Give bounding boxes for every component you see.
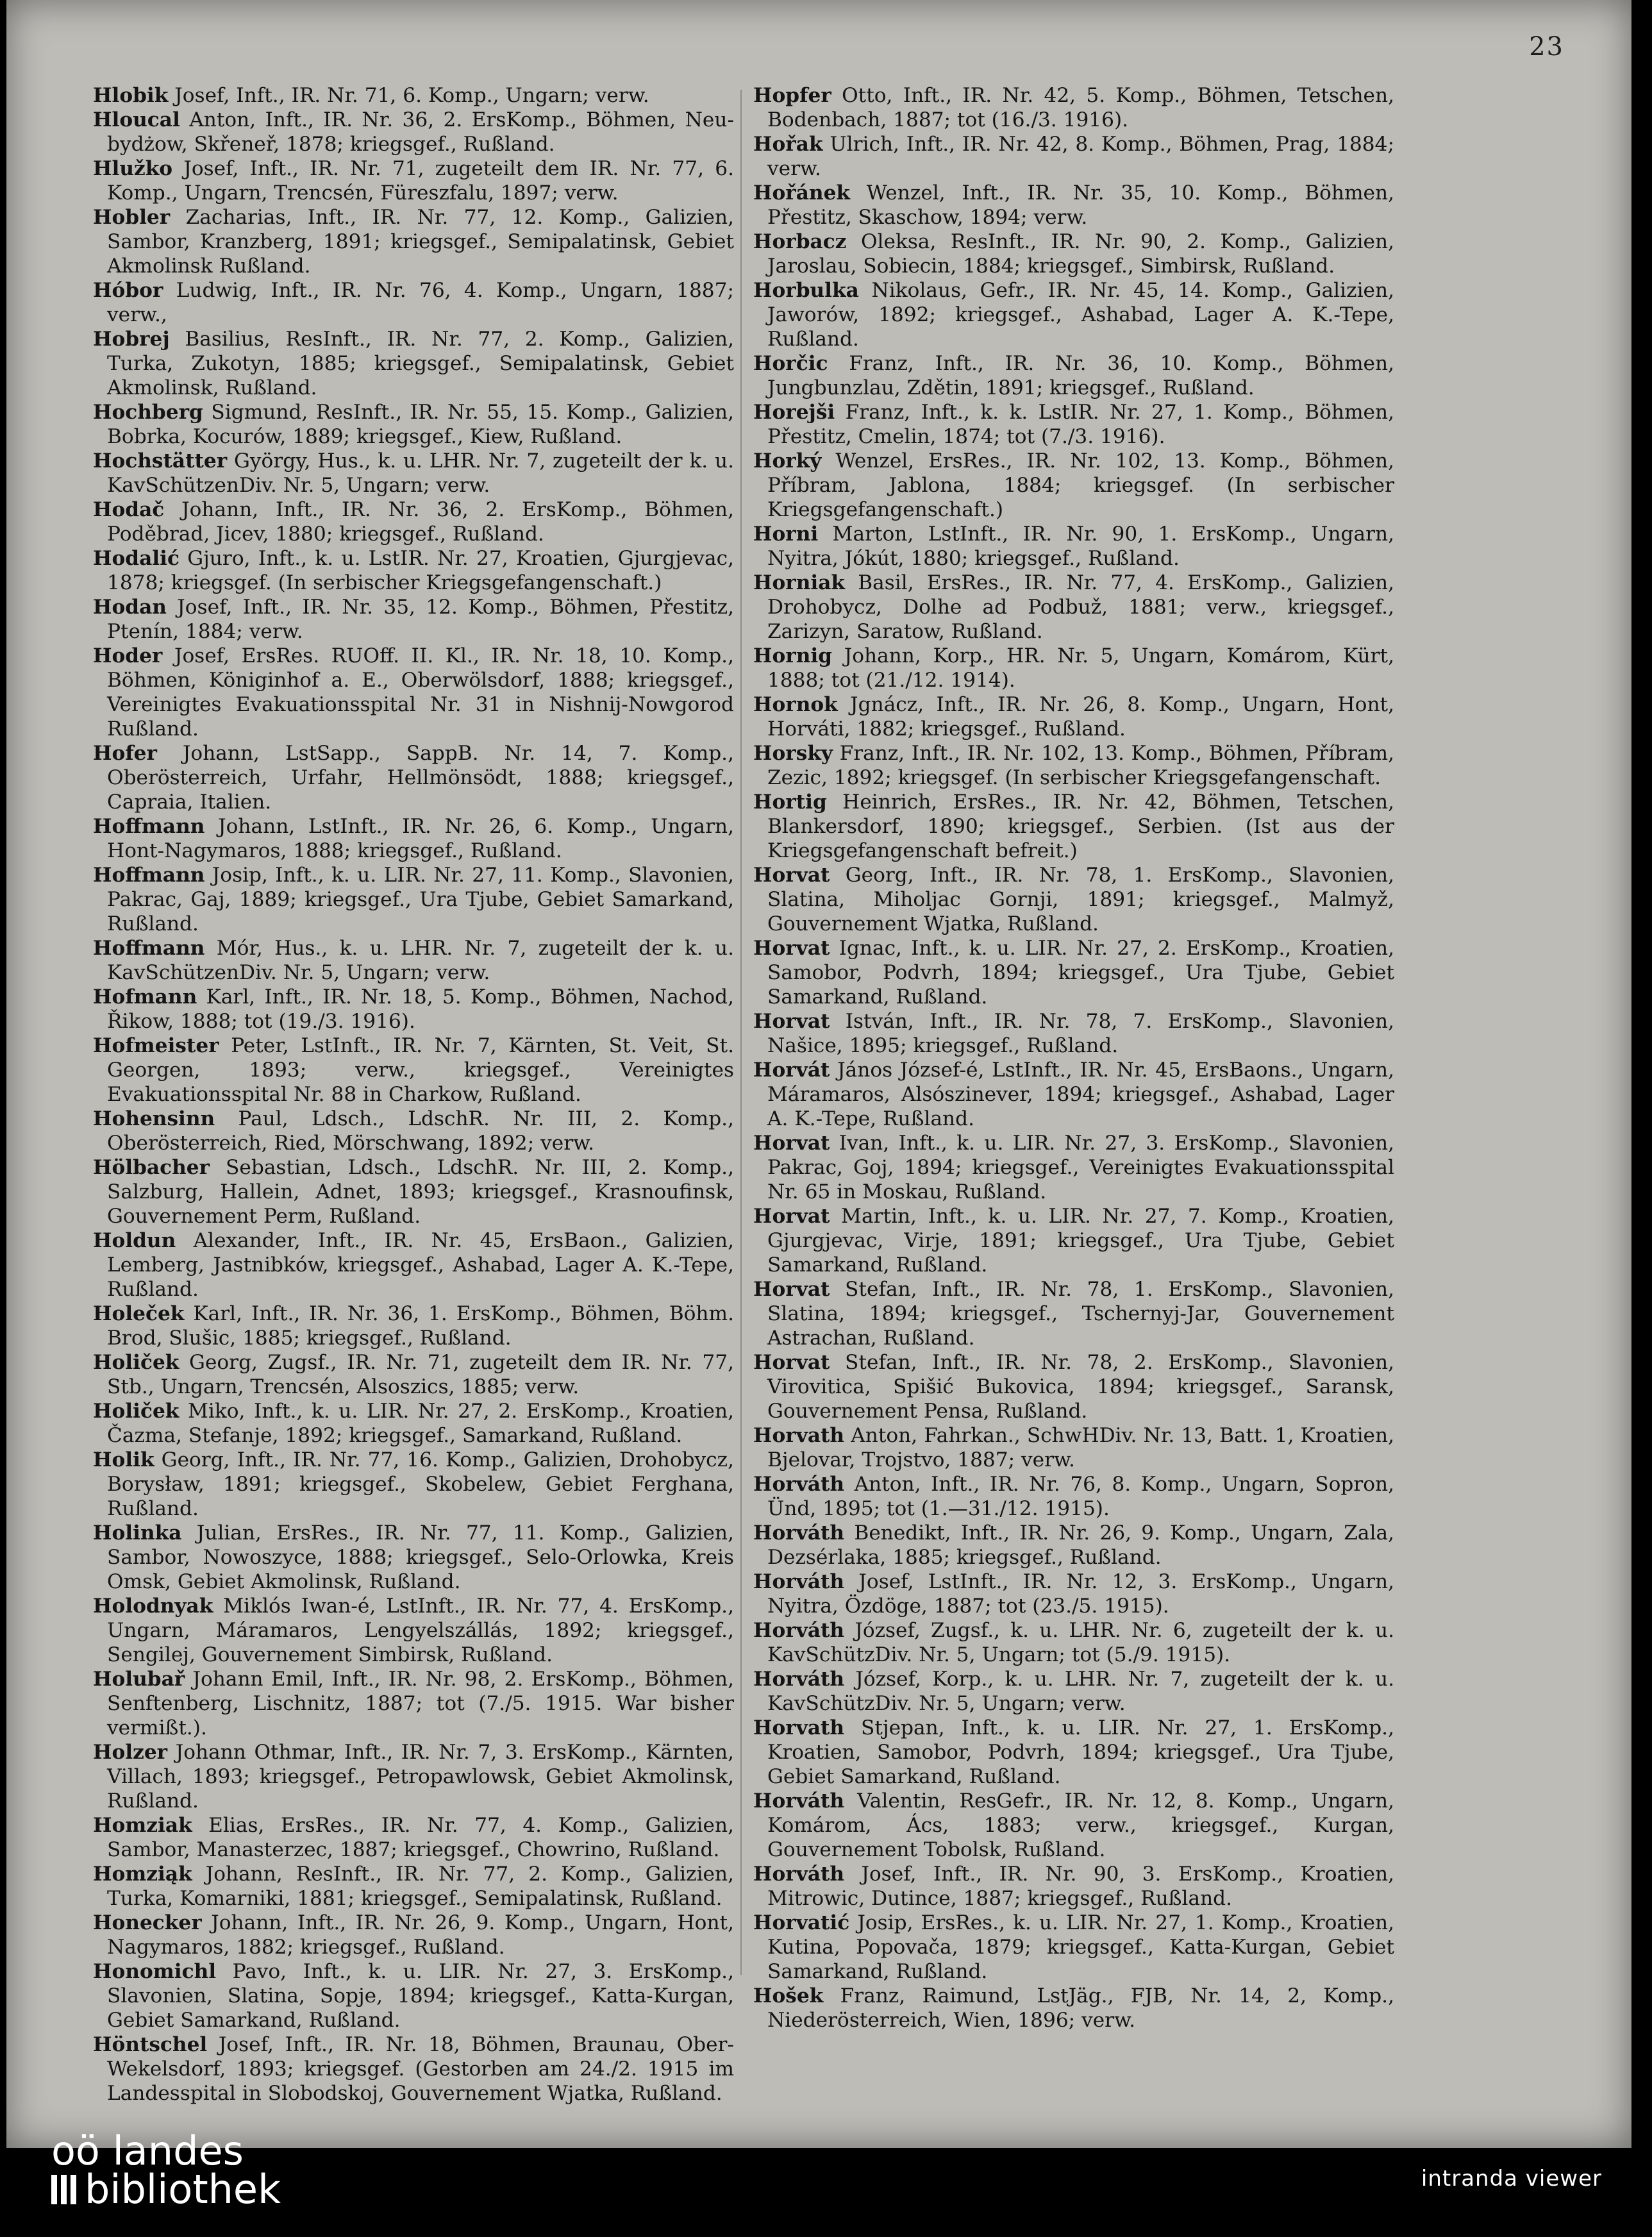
entry-surname: Holodnyak — [93, 1595, 213, 1618]
entry-surname: Horvat — [753, 1351, 830, 1374]
entry-details: Johann, ResInft., IR. Nr. 77, 2. Komp., Galizien, Turka, Komarniki, 1881; kriegsgef., Semipalatinsk, Rußland. — [107, 1863, 734, 1910]
entry-details: Johann Emil, Inft., IR. Nr. 98, 2. ErsKomp., Böhmen, Senftenberg, Lischnitz, 1887; tot (7./5. 1915. War bisher vermißt.). — [107, 1668, 734, 1739]
entry-details: Johann, LstInft., IR. Nr. 26, 6. Komp., Ungarn, Hont-Nagymaros, 1888; kriegsgef., Rußland. — [107, 815, 734, 862]
entry-details: Heinrich, ErsRes., IR. Nr. 42, Böhmen, Tetschen, Blankersdorf, 1890; kriegsgef., Serbien. (Ist aus der Kriegsgefangenschaft befreit.) — [767, 791, 1394, 862]
register-entry — [93, 278, 734, 327]
register-entry — [93, 741, 734, 814]
register-entry — [753, 1570, 1394, 1618]
entry-details: Georg, Inft., IR. Nr. 77, 16. Komp., Galizien, Drohobycz, Borysław, 1891; kriegsgef., Skobelew, Gebiet Ferghana, Rußland. — [107, 1448, 734, 1520]
entry-surname: Horvat — [753, 1010, 830, 1033]
entry-surname: Hořak — [753, 133, 823, 156]
entry-surname: Horčic — [753, 352, 828, 375]
entry-surname: Horváth — [753, 1619, 845, 1642]
register-entry — [753, 449, 1394, 522]
entry-surname: Horváth — [753, 1863, 845, 1886]
entry-details: Georg, Inft., IR. Nr. 78, 1. ErsKomp., Slavonien, Slatina, Miholjac Gornji, 1891; kriegsgef., Malmyž, Gouvernement Wjatka, Rußland. — [767, 864, 1394, 935]
entry-surname: Horvat — [753, 1132, 830, 1155]
register-entry — [753, 230, 1394, 278]
entry-surname: Hodan — [93, 596, 167, 619]
entry-details: Basilius, ResInft., IR. Nr. 77, 2. Komp., Galizien, Turka, Zukotyn, 1885; kriegsgef., Semipalatinsk, Gebiet Akmolinsk, Rußland. — [107, 328, 734, 399]
entry-surname: Holik — [93, 1448, 154, 1471]
entry-surname: Horvat — [753, 937, 830, 960]
entry-details: Oleksa, ResInft., IR. Nr. 90, 2. Komp., Galizien, Jaroslau, Sobiecin, 1884; kriegsgef., Simbirsk, Rußland. — [767, 230, 1394, 278]
entry-surname: Hoder — [93, 644, 163, 667]
right-column — [753, 83, 1394, 2032]
register-entry — [93, 1399, 734, 1448]
entry-details: Wenzel, ErsRes., IR. Nr. 102, 13. Komp., Böhmen, Příbram, Jablona, 1884; kriegsgef. (In serbischer Kriegsgefangenschaft.) — [767, 449, 1394, 521]
entry-details: Ulrich, Inft., IR. Nr. 42, 8. Komp., Böhmen, Prag, 1884; verw. — [767, 133, 1394, 180]
entry-details: Johann Othmar, Inft., IR. Nr. 7, 3. ErsKomp., Kärnten, Villach, 1893; kriegsgef., Petropawlowsk, Gebiet Akmolinsk, Rußland. — [107, 1741, 734, 1813]
register-entry — [753, 644, 1394, 692]
register-entry — [93, 498, 734, 546]
entry-details: Franz, Inft., IR. Nr. 102, 13. Komp., Böhmen, Příbram, Zezic, 1892; kriegsgef. (In serbischer Kriegsgefangenschaft. — [767, 742, 1394, 789]
entry-surname: Horvath — [753, 1716, 845, 1739]
entry-surname: Hořánek — [753, 181, 851, 205]
entry-details: Karl, Inft., IR. Nr. 18, 5. Komp., Böhmen, Nachod, Řikow, 1888; tot (19./3. 1916). — [107, 985, 734, 1033]
entry-surname: Hoffmann — [93, 937, 205, 960]
register-entry — [753, 351, 1394, 400]
register-entry — [753, 1009, 1394, 1058]
page-number: 23 — [1529, 32, 1564, 62]
register-entry — [93, 327, 734, 400]
register-entry — [753, 522, 1394, 571]
register-entry — [93, 936, 734, 985]
entry-surname: Hofer — [93, 742, 157, 765]
register-entry — [753, 1984, 1394, 2032]
entry-surname: Hodač — [93, 498, 165, 521]
register-entry — [753, 1472, 1394, 1521]
register-entry — [93, 1594, 734, 1667]
register-entry — [753, 1350, 1394, 1423]
scanned-page — [6, 0, 1631, 2148]
register-entry — [753, 400, 1394, 449]
entry-surname: Hofmann — [93, 985, 197, 1009]
register-entry — [753, 790, 1394, 863]
entry-details: István, Inft., IR. Nr. 78, 7. ErsKomp., Slavonien, Našice, 1895; kriegsgef., Rußland. — [767, 1010, 1394, 1057]
entry-surname: Horváth — [753, 1668, 845, 1691]
entry-details: Zacharias, Inft., IR. Nr. 77, 12. Komp., Galizien, Sambor, Kranzberg, 1891; kriegsgef., Semipalatinsk, Gebiet Akmolinsk Rußland. — [107, 206, 734, 278]
register-entry — [93, 1911, 734, 1959]
register-entry — [93, 1302, 734, 1350]
entry-details: Elias, ErsRes., IR. Nr. 77, 4. Komp., Galizien, Sambor, Manasterzec, 1887; kriegsgef., Chowrino, Rußland. — [107, 1814, 734, 1861]
entry-surname: Horváth — [753, 1521, 845, 1545]
register-entry — [93, 156, 734, 205]
entry-surname: Horniak — [753, 571, 846, 594]
entry-details: Miklós Iwan-é, LstInft., IR. Nr. 77, 4. ErsKomp., Ungarn, Máramaros, Lengyelszállás, 1892; kriegsgef., Sengilej, Gouvernement Simbirsk, Rußland. — [107, 1595, 734, 1666]
entry-surname: Holzer — [93, 1741, 168, 1764]
register-entry — [93, 2032, 734, 2106]
register-entry — [753, 571, 1394, 644]
register-entry — [93, 1740, 734, 1813]
entry-details: Franz, Inft., IR. Nr. 36, 10. Komp., Böhmen, Jungbunzlau, Zdětin, 1891; kriegsgef., Rußland. — [767, 352, 1394, 399]
logo-line-1: oö landes — [51, 2127, 244, 2174]
entry-details: Josef, Inft., IR. Nr. 71, zugeteilt dem IR. Nr. 77, 6. Komp., Ungarn, Trencsén, Füreszfalu, 1897; verw. — [107, 157, 734, 205]
entry-surname: Horváth — [753, 1789, 845, 1813]
logo-bars-icon — [51, 2175, 78, 2204]
entry-surname: Honomichl — [93, 1960, 217, 1983]
entry-details: Martin, Inft., k. u. LIR. Nr. 27, 7. Komp., Kroatien, Gjurgjevac, Virje, 1891; kriegsgef., Ura Tjube, Gebiet Samarkand, Rußland. — [767, 1205, 1394, 1277]
entry-details: Josef, Inft., IR. Nr. 71, 6. Komp., Ungarn; verw. — [168, 84, 649, 107]
entry-details: Sigmund, ResInft., IR. Nr. 55, 15. Komp., Galizien, Bobrka, Kocurów, 1889; kriegsgef., Kiew, Rußland. — [107, 401, 734, 448]
entry-surname: Hofmeister — [93, 1034, 219, 1057]
register-entry — [753, 1862, 1394, 1911]
entry-details: Josef, Inft., IR. Nr. 18, Böhmen, Braunau, Ober-Wekelsdorf, 1893; kriegsgef. (Gestorben am 24./2. 1915 im Landesspital in Slobodskoj, Gouvernement Wjatka, Rußland. — [107, 2033, 734, 2105]
entry-details: Gjuro, Inft., k. u. LstIR. Nr. 27, Kroatien, Gjurgjevac, 1878; kriegsgef. (In serbischer Kriegsgefangenschaft.) — [107, 547, 734, 594]
entry-surname: Horvath — [753, 1424, 845, 1447]
left-column — [93, 83, 734, 2106]
entry-surname: Hlužko — [93, 157, 173, 180]
entry-details: Anton, Inft., IR. Nr. 76, 8. Komp., Ungarn, Sopron, Ünd, 1895; tot (1.—31./12. 1915). — [767, 1473, 1394, 1520]
entry-details: György, Hus., k. u. LHR. Nr. 7, zugeteilt der k. u. KavSchützenDiv. Nr. 5, Ungarn; verw. — [107, 449, 734, 497]
library-logo — [51, 2127, 281, 2213]
entry-details: Anton, Fahrkan., SchwHDiv. Nr. 13, Batt. 1, Kroatien, Bjelovar, Trojstvo, 1887; verw. — [767, 1424, 1394, 1471]
register-entry — [753, 936, 1394, 1009]
entry-surname: Holeček — [93, 1302, 185, 1325]
register-entry — [753, 1521, 1394, 1570]
entry-details: Alexander, Inft., IR. Nr. 45, ErsBaon., Galizien, Lemberg, Jastnibków, kriegsgef., Ashabad, Lager A. K.-Tepe, Rußland. — [107, 1229, 734, 1301]
entry-surname: Honecker — [93, 1911, 202, 1934]
entry-surname: Hochstätter — [93, 449, 228, 473]
entry-details: Franz, Inft., k. k. LstIR. Nr. 27, 1. Komp., Böhmen, Přestitz, Cmelin, 1874; tot (7./3. 1916). — [767, 401, 1394, 448]
register-entry — [93, 863, 734, 936]
entry-details: Julian, ErsRes., IR. Nr. 77, 11. Komp., Galizien, Sambor, Nowoszyce, 1888; kriegsgef., Selo-Orlowka, Kreis Omsk, Gebiet Akmolinsk, Rußland. — [107, 1521, 734, 1593]
register-entry — [753, 1204, 1394, 1277]
entry-surname: Holiček — [93, 1400, 179, 1423]
entry-surname: Horváth — [753, 1570, 845, 1593]
entry-surname: Hornig — [753, 644, 833, 667]
entry-surname: Horvát — [753, 1059, 830, 1082]
entry-surname: Hoffmann — [93, 815, 205, 838]
entry-details: Josef, Inft., IR. Nr. 35, 12. Komp., Böhmen, Přestitz, Ptenín, 1884; verw. — [107, 596, 734, 643]
entry-details: Stefan, Inft., IR. Nr. 78, 1. ErsKomp., Slavonien, Slatina, 1894; kriegsgef., Tschernyj-Jar, Gouvernement Astrachan, Rußland. — [767, 1278, 1394, 1350]
register-entry — [93, 1862, 734, 1911]
entry-details: Basil, ErsRes., IR. Nr. 77, 4. ErsKomp., Galizien, Drohobycz, Dolhe ad Podbuž, 1881; verw., kriegsgef., Zarizyn, Saratow, Rußland. — [767, 571, 1394, 643]
register-entry — [93, 1034, 734, 1107]
entry-details: Josip, ErsRes., k. u. LIR. Nr. 27, 1. Komp., Kroatien, Kutina, Popovača, 1879; kriegsgef., Katta-Kurgan, Gebiet Samarkand, Rußland. — [767, 1911, 1394, 1983]
register-entry — [93, 1448, 734, 1521]
register-entry — [93, 1350, 734, 1399]
entry-details: Johann, Korp., HR. Nr. 5, Ungarn, Komárom, Kürt, 1888; tot (21./12. 1914). — [767, 644, 1394, 692]
register-entry — [753, 1618, 1394, 1667]
register-entry — [753, 278, 1394, 351]
register-entry — [93, 400, 734, 449]
register-entry — [753, 1131, 1394, 1204]
entry-surname: Horvat — [753, 1205, 830, 1228]
entry-details: Josef, ErsRes. RUOff. II. Kl., IR. Nr. 18, 10. Komp., Böhmen, Königinhof a. E., Oberwölsdorf, 1888; kriegsgef., Vereinigtes Evakuationsspital Nr. 31 in Nishnij-Nowgorod Rußland. — [107, 644, 734, 741]
register-entry — [93, 1107, 734, 1155]
register-entry — [753, 1058, 1394, 1131]
entry-surname: Horsky — [753, 742, 833, 765]
entry-surname: Homziak — [93, 1814, 192, 1837]
register-entry — [93, 1155, 734, 1228]
entry-surname: Höntschel — [93, 2033, 208, 2056]
entry-details: Josef, LstInft., IR. Nr. 12, 3. ErsKomp., Ungarn, Nyitra, Özdöge, 1887; tot (23./5. 1915). — [767, 1570, 1394, 1618]
entry-details: Peter, LstInft., IR. Nr. 7, Kärnten, St. Veit, St. Georgen, 1893; verw., kriegsgef., Vereinigtes Evakuationsspital Nr. 88 in Charkow, Rußland. — [107, 1034, 734, 1106]
entry-details: Georg, Zugsf., IR. Nr. 71, zugeteilt dem IR. Nr. 77, Stb., Ungarn, Trencsén, Alsoszics, 1885; verw. — [107, 1351, 734, 1398]
entry-details: Johann, Inft., IR. Nr. 26, 9. Komp., Ungarn, Hont, Nagymaros, 1882; kriegsgef., Rußland. — [107, 1911, 734, 1959]
entry-surname: Hloucal — [93, 108, 180, 131]
entry-surname: Holiček — [93, 1351, 179, 1374]
entry-details: József, Zugsf., k. u. LHR. Nr. 6, zugeteilt der k. u. KavSchützDiv. Nr. 5, Ungarn; tot (5./9. 1915). — [767, 1619, 1394, 1666]
entry-details: Paul, Ldsch., LdschR. Nr. III, 2. Komp., Oberösterreich, Ried, Mörschwang, 1892; verw. — [107, 1107, 734, 1155]
register-entry — [93, 449, 734, 498]
entry-surname: Hóbor — [93, 279, 163, 302]
register-entry — [93, 985, 734, 1034]
entry-details: Josip, Inft., k. u. LIR. Nr. 27, 11. Komp., Slavonien, Pakrac, Gaj, 1889; kriegsgef., Ura Tjube, Gebiet Samarkand, Rußland. — [107, 864, 734, 935]
entry-details: Ludwig, Inft., IR. Nr. 76, 4. Komp., Ungarn, 1887; verw., — [107, 279, 734, 326]
entry-details: Benedikt, Inft., IR. Nr. 26, 9. Komp., Ungarn, Zala, Dezsérlaka, 1885; kriegsgef., Rußland. — [767, 1521, 1394, 1569]
viewer-brand-label: intranda viewer — [1421, 2166, 1602, 2191]
entry-surname: Hornok — [753, 693, 838, 716]
register-entry — [753, 181, 1394, 230]
entry-details: Nikolaus, Gefr., IR. Nr. 45, 14. Komp., Galizien, Jaworów, 1892; kriegsgef., Ashabad, Lager A. K.-Tepe, Rußland. — [767, 279, 1394, 351]
entry-surname: Horvatić — [753, 1911, 850, 1934]
entry-surname: Horejši — [753, 401, 835, 424]
entry-surname: Hoffmann — [93, 864, 205, 887]
entry-surname: Horvat — [753, 864, 830, 887]
entry-surname: Hochberg — [93, 401, 203, 424]
register-entry — [753, 741, 1394, 790]
entry-surname: Hölbacher — [93, 1156, 210, 1179]
entry-details: Ivan, Inft., k. u. LIR. Nr. 27, 3. ErsKomp., Slavonien, Pakrac, Goj, 1894; kriegsgef., Vereinigtes Evakuationsspital Nr. 65 in Moskau, Rußland. — [767, 1132, 1394, 1203]
entry-surname: Holinka — [93, 1521, 182, 1545]
entry-surname: Hošek — [753, 1984, 824, 2007]
entry-details: Marton, LstInft., IR. Nr. 90, 1. ErsKomp., Ungarn, Nyitra, Jókút, 1880; kriegsgef., Rußland. — [767, 523, 1394, 570]
entry-surname: Hohensinn — [93, 1107, 215, 1130]
entry-surname: Horni — [753, 523, 819, 546]
register-entry — [93, 595, 734, 644]
entry-details: József, Korp., k. u. LHR. Nr. 7, zugeteilt der k. u. KavSchützDiv. Nr. 5, Ungarn; verw. — [767, 1668, 1394, 1715]
entry-surname: Horváth — [753, 1473, 845, 1496]
register-entry — [753, 83, 1394, 132]
entry-details: Stefan, Inft., IR. Nr. 78, 2. ErsKomp., Slavonien, Virovitica, Spišić Bukovica, 1894; kriegsgef., Saransk, Gouvernement Pensa, Rußland. — [767, 1351, 1394, 1423]
entry-surname: Hlobik — [93, 84, 169, 107]
entry-surname: Hodalić — [93, 547, 179, 570]
register-entry — [93, 814, 734, 863]
column-divider — [740, 90, 742, 1975]
entry-details: Wenzel, Inft., IR. Nr. 35, 10. Komp., Böhmen, Přestitz, Skaschow, 1894; verw. — [767, 181, 1394, 229]
register-entry — [753, 1911, 1394, 1984]
register-entry — [93, 108, 734, 156]
entry-details: János József-é, LstInft., IR. Nr. 45, ErsBaons., Ungarn, Máramaros, Alsószinever, 1894; kriegsgef., Ashabad, Lager A. K.-Tepe, Rußland. — [767, 1059, 1394, 1130]
entry-details: Karl, Inft., IR. Nr. 36, 1. ErsKomp., Böhmen, Böhm. Brod, Slušic, 1885; kriegsgef., Rußland. — [107, 1302, 734, 1350]
register-entry — [93, 1228, 734, 1302]
entry-details: Otto, Inft., IR. Nr. 42, 5. Komp., Böhmen, Tetschen, Bodenbach, 1887; tot (16./3. 1916). — [767, 84, 1394, 131]
entry-surname: Horbulka — [753, 279, 859, 302]
register-entry — [753, 132, 1394, 181]
entry-surname: Horvat — [753, 1278, 830, 1301]
entry-details: Johann, LstSapp., SappB. Nr. 14, 7. Komp., Oberösterreich, Urfahr, Hellmönsödt, 1888; kriegsgef., Capraia, Italien. — [107, 742, 734, 814]
entry-details: Johann, Inft., IR. Nr. 36, 2. ErsKomp., Böhmen, Poděbrad, Jicev, 1880; kriegsgef., Rußland. — [107, 498, 734, 546]
register-entry — [753, 1716, 1394, 1789]
entry-details: Mór, Hus., k. u. LHR. Nr. 7, zugeteilt der k. u. KavSchützenDiv. Nr. 5, Ungarn; verw. — [107, 937, 734, 984]
entry-surname: Horbacz — [753, 230, 847, 253]
entry-details: Pavo, Inft., k. u. LIR. Nr. 27, 3. ErsKomp., Slavonien, Slatina, Sopje, 1894; kriegsgef., Katta-Kurgan, Gebiet Samarkand, Rußland. — [107, 1960, 734, 2032]
entry-details: Anton, Inft., IR. Nr. 36, 2. ErsKomp., Böhmen, Neu-bydżow, Skřeneř, 1878; kriegsgef., Rußland. — [107, 108, 734, 156]
register-entry — [93, 83, 734, 108]
register-entry — [753, 1667, 1394, 1716]
register-entry — [753, 692, 1394, 741]
entry-details: Valentin, ResGefr., IR. Nr. 12, 8. Komp., Ungarn, Komárom, Ács, 1883; verw., kriegsgef., Kurgan, Gouvernement Tobolsk, Rußland. — [767, 1789, 1394, 1861]
entry-details: Stjepan, Inft., k. u. LIR. Nr. 27, 1. ErsKomp., Kroatien, Samobor, Podvrh, 1894; kriegsgef., Ura Tjube, Gebiet Samarkand, Rußland. — [767, 1716, 1394, 1788]
entry-surname: Homziąk — [93, 1863, 192, 1886]
register-entry — [93, 1813, 734, 1862]
register-entry — [93, 644, 734, 741]
register-entry — [753, 1789, 1394, 1862]
register-entry — [93, 546, 734, 595]
entry-surname: Hobler — [93, 206, 171, 229]
register-entry — [753, 1423, 1394, 1472]
entry-details: Josef, Inft., IR. Nr. 90, 3. ErsKomp., Kroatien, Mitrowic, Dutince, 1887; kriegsgef., Rußland. — [767, 1863, 1394, 1910]
entry-surname: Hopfer — [753, 84, 831, 107]
entry-surname: Holubař — [93, 1668, 185, 1691]
entry-details: Jgnácz, Inft., IR. Nr. 26, 8. Komp., Ungarn, Hont, Horváti, 1882; kriegsgef., Rußland. — [767, 693, 1394, 741]
register-entry — [93, 1521, 734, 1594]
register-entry — [753, 863, 1394, 936]
register-entry — [93, 205, 734, 278]
register-entry — [93, 1959, 734, 2032]
entry-details: Franz, Raimund, LstJäg., FJB, Nr. 14, 2, Komp., Niederösterreich, Wien, 1896; verw. — [767, 1984, 1394, 2032]
entry-surname: Hortig — [753, 791, 827, 814]
entry-surname: Hobrej — [93, 328, 170, 351]
logo-line-2: bibliothek — [85, 2166, 281, 2213]
entry-surname: Holdun — [93, 1229, 176, 1252]
entry-details: Ignac, Inft., k. u. LIR. Nr. 27, 2. ErsKomp., Kroatien, Samobor, Podvrh, 1894; kriegsgef., Ura Tjube, Gebiet Samarkand, Rußland. — [767, 937, 1394, 1009]
register-entry — [753, 1277, 1394, 1350]
entry-details: Sebastian, Ldsch., LdschR. Nr. III, 2. Komp., Salzburg, Hallein, Adnet, 1893; kriegsgef., Krasnoufinsk, Gouvernement Perm, Rußland. — [107, 1156, 734, 1228]
entry-surname: Horký — [753, 449, 822, 473]
entry-details: Miko, Inft., k. u. LIR. Nr. 27, 2. ErsKomp., Kroatien, Čazma, Stefanje, 1892; kriegsgef., Samarkand, Rußland. — [107, 1400, 734, 1447]
register-entry — [93, 1667, 734, 1740]
